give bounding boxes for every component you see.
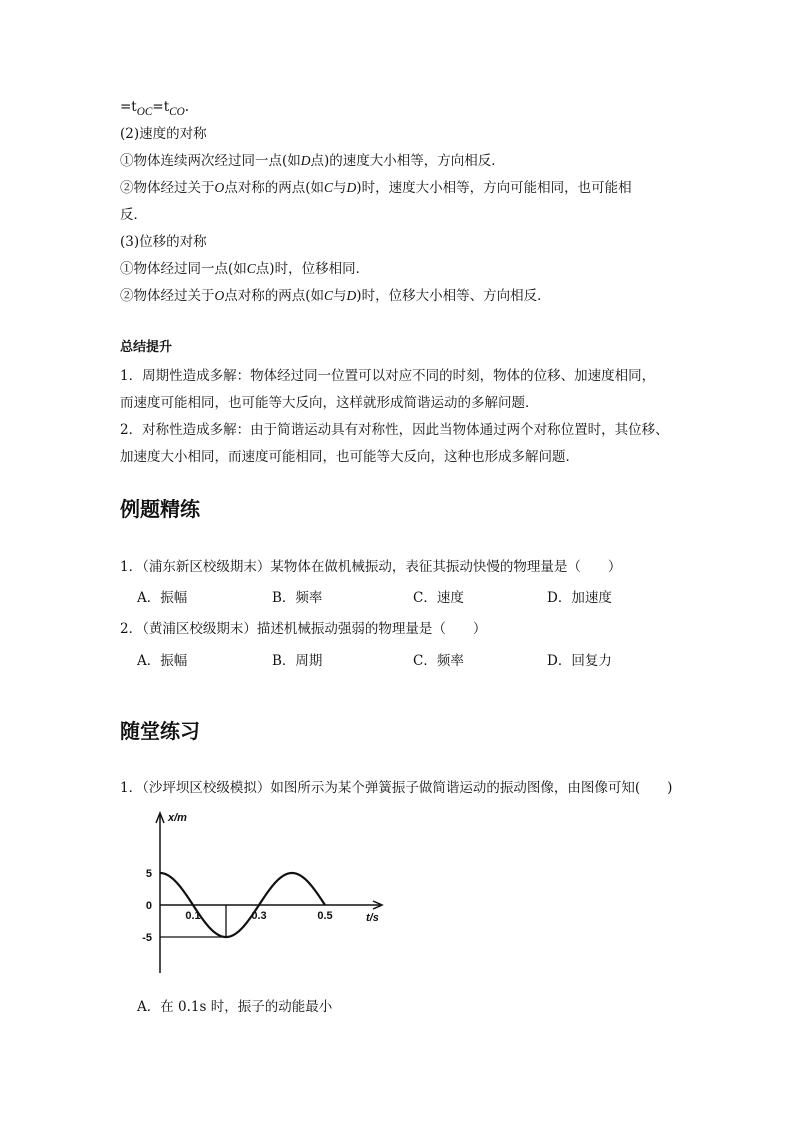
var: C <box>246 261 256 276</box>
x-tick-label: 0.5 <box>317 910 333 922</box>
var: C <box>324 180 334 195</box>
example-1-option-b: B．频率 <box>272 590 323 606</box>
example-question-2: 2．（黄浦区校级期末）描述机械振动强弱的物理量是（ ） <box>120 621 487 637</box>
y-tick-label: 0 <box>145 900 152 912</box>
velocity-heading: (2)速度的对称 <box>120 126 207 142</box>
examples-heading: 例题精练 <box>120 497 200 521</box>
graph-tick-labels <box>142 812 379 944</box>
velocity-item-2-cont: 反． <box>120 207 147 223</box>
y-tick-label: -5 <box>142 932 152 944</box>
displacement-item-1 <box>120 259 369 279</box>
var: O <box>214 288 225 303</box>
y-tick-label: 5 <box>145 868 152 880</box>
text: ②物体经过关于 <box>120 180 215 196</box>
example-1-option-a: A．振幅 <box>137 590 188 606</box>
text: 点)时，位移相同． <box>255 261 370 277</box>
example-1-option-d: D．加速度 <box>547 590 612 606</box>
var: D <box>346 180 357 195</box>
example-2-option-a: A．振幅 <box>137 653 188 669</box>
text: 点对称的两点(如 <box>224 180 325 196</box>
summary-p1-line1: 1．周期性造成多解：物体经过同一位置可以对应不同的时刻，物体的位移、加速度相同， <box>120 368 656 384</box>
example-question-1: 1．（浦东新区校级期末）某物体在做机械振动，表征其振动快慢的物理量是（ ） <box>120 559 622 575</box>
example-2-option-d: D．回复力 <box>547 653 612 669</box>
practice-1-option-a: A．在 0.1s 时，振子的动能最小 <box>137 999 333 1015</box>
text: )时，位移大小相等、方向相反． <box>356 288 551 304</box>
var: C <box>324 288 334 303</box>
practice-question-1: 1．（沙坪坝区校级模拟）如图所示为某个弹簧振子做简谐运动的振动图像，由图像可知( ) <box>120 780 673 796</box>
period-mark: . <box>184 99 190 115</box>
var: O <box>214 180 225 195</box>
displacement-item-2 <box>120 286 551 306</box>
displacement-heading: (3)位移的对称 <box>120 234 207 250</box>
summary-p2-line2: 加速度大小相同，而速度可能相同，也可能等大反向，这种也形成多解问题． <box>120 449 579 465</box>
var: D <box>346 288 357 303</box>
summary-title: 总结提升 <box>120 340 173 355</box>
subscript-oc: OC <box>136 105 153 118</box>
text: 与 <box>333 288 347 304</box>
summary-p1-line2: 而速度可能相同，也可能等大反向，这样就形成简谐运动的多解问题． <box>120 395 539 411</box>
eq-part: =t <box>152 99 170 115</box>
subscript-co: CO <box>169 105 185 118</box>
text: ①物体连续两次经过同一点(如 <box>120 153 301 169</box>
time-equality-line <box>120 97 189 122</box>
eq-part: =t <box>120 99 137 115</box>
text: 点对称的两点(如 <box>224 288 325 304</box>
practice-heading: 随堂练习 <box>120 719 200 743</box>
x-tick-label: 0.3 <box>251 910 267 922</box>
text: 与 <box>333 180 347 196</box>
summary-p2-line1: 2．对称性造成多解：由于简谐运动具有对称性，因此当物体通过两个对称位置时，其位移、 <box>120 422 669 438</box>
vibration-graph <box>130 805 400 985</box>
example-2-option-b: B．周期 <box>272 653 323 669</box>
x-axis-label: t/s <box>366 912 379 924</box>
example-2-option-c: C．频率 <box>413 653 464 669</box>
text: ②物体经过关于 <box>120 288 215 304</box>
var: D <box>300 153 311 168</box>
text: 点)的速度大小相等，方向相反． <box>310 153 505 169</box>
example-1-option-c: C．速度 <box>413 590 464 606</box>
graph-axes <box>156 813 382 973</box>
velocity-item-2 <box>120 178 632 198</box>
x-tick-label: 0.1 <box>185 910 201 922</box>
velocity-item-1 <box>120 151 505 171</box>
y-axis-label: x/m <box>168 812 187 824</box>
text: ①物体经过同一点(如 <box>120 261 247 277</box>
text: )时，速度大小相等，方向可能相同，也可能相 <box>356 180 632 196</box>
